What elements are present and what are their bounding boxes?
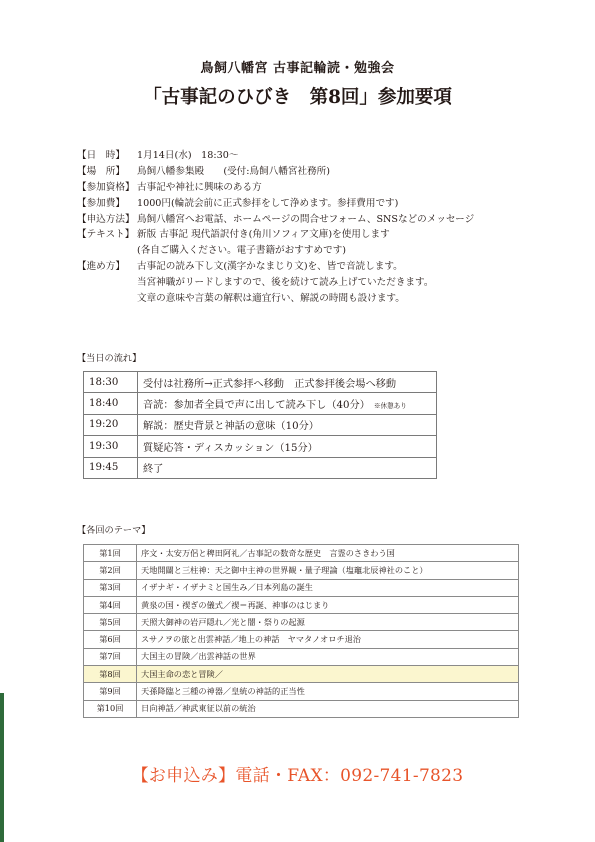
table-row [84,393,437,414]
schedule-heading: 【当日の流れ】 [77,353,142,364]
theme-number: 第10回 [84,700,137,717]
schedule-text: 受付は社務所→正式参拝へ移動 正式参拝後会場へ移動 [143,378,397,390]
details-list [77,148,537,307]
table-row [84,700,519,717]
detail-row [77,164,537,180]
theme-text: イザナギ・イザナミと国生み／日本列島の誕生 [137,579,519,596]
detail-row [77,196,537,212]
schedule-time: 18:40 [84,393,138,414]
theme-text: 天地開闢と三柱神：天之御中主神の世界観・量子理論（塩竈北辰神社のこと） [137,562,519,579]
detail-value: 鳥飼八幡参集殿 (受付:鳥飼八幡宮社務所) [137,165,330,177]
detail-value: 鳥飼八幡宮へお電話、ホームページの問合せフォーム、SNSなどのメッセージ [137,213,475,225]
schedule-time: 19:30 [84,436,138,457]
table-row [84,414,437,435]
table-row [84,648,519,665]
contact-line: 【お申込み】電話・FAX：092-741-7823 [131,766,464,786]
table-row [84,579,519,596]
detail-label: 【参加資格】 [77,181,135,193]
detail-row [77,148,537,164]
theme-number: 第3回 [84,579,137,596]
theme-number: 第6回 [84,631,137,648]
detail-label: 【参加費】 [77,197,125,209]
detail-label: 【場 所】 [77,165,125,177]
detail-label: 【日 時】 [77,150,125,161]
table-row [84,562,519,579]
detail-value: 古事記や神社に興味のある方 [137,181,262,193]
theme-text: 日向神話／神武東征以前の統治 [137,700,519,717]
theme-number: 第4回 [84,596,137,613]
theme-number: 第7回 [84,648,137,665]
theme-text: スサノヲの旅と出雲神話／地上の神話 ヤマタノオロチ退治 [137,631,519,648]
detail-row [77,275,537,291]
detail-row [77,227,537,243]
schedule-item [138,457,437,478]
detail-label: 【進め方】 [77,261,125,273]
table-row [84,596,519,613]
detail-row [77,291,537,307]
page-title: 「古事記のひびき 第8回」参加要項 [143,87,452,108]
table-row [84,436,437,457]
schedule-text: 質疑応答・ディスカッション（15分） [143,442,318,454]
schedule-item [138,393,437,414]
theme-number: 第9回 [84,683,137,700]
schedule-text: 解説：歴史背景と神話の意味（10分） [143,421,319,433]
schedule-text: 終了 [143,464,164,476]
themes-heading: 【各回のテーマ】 [77,525,151,536]
theme-text: 大国主命の恋と冒険／ [137,666,519,683]
theme-text: 天孫降臨と三種の神器／皇統の神話的正当性 [137,683,519,700]
table-row [84,372,437,393]
theme-text: 天照大御神の岩戸隠れ／光と闇・祭りの起源 [137,614,519,631]
theme-number: 第5回 [84,614,137,631]
table-row [84,683,519,700]
detail-value: 文章の意味や言葉の解釈は適宜行い、解説の時間も設けます。 [137,293,405,305]
table-row-current [84,666,519,683]
table-row [84,457,437,478]
theme-number: 第8回 [84,666,137,683]
theme-text: 序文・太安万侶と稗田阿礼／古事記の数奇な歴史 言霊のさきわう国 [137,545,519,562]
schedule-time: 18:30 [84,372,138,393]
detail-row [77,212,537,228]
schedule-item [138,414,437,435]
organizer-line: 鳥飼八幡宮 古事記輪読・勉強会 [200,61,395,76]
theme-number: 第2回 [84,562,137,579]
detail-value: 1000円(輪読会前に正式参拝をして浄めます。参拝費用です) [137,197,399,209]
detail-row [77,180,537,196]
detail-row [77,259,537,275]
schedule-time: 19:45 [84,457,138,478]
themes-table [83,544,519,718]
detail-label: 【申込方法】 [77,213,135,225]
theme-text: 大国主の冒険／出雲神話の世界 [137,648,519,665]
theme-number: 第1回 [84,545,137,562]
detail-label: 【テキスト】 [77,229,135,241]
table-row [84,614,519,631]
detail-row [77,243,537,259]
detail-value: 当宮神職がリードしますので、後を続けて読み上げていただきます。 [137,277,434,289]
schedule-time: 19:20 [84,414,138,435]
detail-value: 1月14日(水) 18:30～ [137,150,239,161]
schedule-item [138,436,437,457]
schedule-text: 音読：参加者全員で声に出して読み下し（40分） [143,400,370,412]
schedule-table [83,371,437,479]
detail-value: 古事記の読み下し文(漢字かなまじり文)を、皆で音読します。 [137,261,403,273]
schedule-note: ※休憩あり [373,402,407,411]
detail-value: 新版 古事記 現代語訳付き(角川ソフィア文庫)を使用します [137,229,390,241]
detail-value: (各自ご購入ください。電子書籍がおすすめです) [137,245,347,257]
schedule-item [138,372,437,393]
table-row [84,631,519,648]
theme-text: 黄泉の国・禊ぎの儀式／禊＝再誕、神事のはじまり [137,596,519,613]
table-row [84,545,519,562]
